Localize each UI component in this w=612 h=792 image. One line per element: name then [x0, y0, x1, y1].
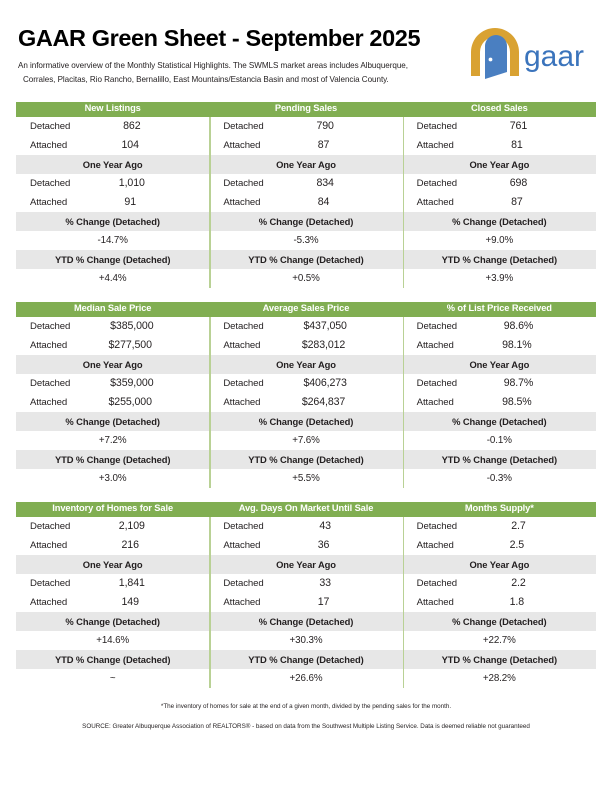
- cell-subheader: [16, 612, 209, 631]
- cell-detached-prior: [403, 574, 596, 593]
- subheader-label: One Year Ago: [276, 558, 336, 570]
- column-separator-2: [403, 317, 405, 488]
- subheader-label: % Change (Detached): [65, 415, 160, 427]
- column-separator-1: [209, 317, 211, 488]
- cell-detached-prior: [209, 374, 402, 393]
- row-value: 834: [316, 177, 334, 190]
- block-3-col-1-title: Inventory of Homes for Sale: [52, 503, 174, 514]
- row-label: Detached: [416, 577, 457, 589]
- table-row: [16, 517, 596, 536]
- ytd-pct-value: +0.5%: [292, 272, 320, 284]
- row-label: Attached: [223, 196, 261, 208]
- logo-wordmark: gaar: [524, 40, 585, 73]
- cell-detached-prior: [403, 174, 596, 193]
- row-value: $406,273: [303, 377, 347, 390]
- cell-subheader: [403, 450, 596, 469]
- subheader-row-one-year-ago: [16, 155, 596, 174]
- stats-block-3: [16, 502, 596, 688]
- cell-attached-current: [403, 336, 596, 355]
- row-value: 17: [317, 596, 330, 609]
- row-value: 33: [319, 577, 331, 590]
- pct-value: +30.3%: [289, 634, 323, 646]
- block-2-col-1-title: Median Sale Price: [73, 303, 152, 314]
- row-label: Attached: [223, 339, 261, 351]
- cell-attached-current: [209, 336, 402, 355]
- ytd-pct-value: +3.0%: [98, 472, 127, 484]
- row-label: Attached: [30, 196, 68, 208]
- cell-subheader: [403, 412, 596, 431]
- cell-ytd-pct-change: [403, 269, 596, 288]
- block-1-col-3-title: Closed Sales: [470, 103, 528, 114]
- table-row: [16, 193, 596, 212]
- cell-subheader: [16, 212, 209, 231]
- subheader-row-one-year-ago: [16, 355, 596, 374]
- cell-ytd-pct-change: [403, 669, 596, 688]
- subheader-label: % Change (Detached): [258, 415, 354, 427]
- footnote-asterisk: *The inventory of homes for sale at the end of a given month, divided by the pending sales for the month.: [160, 702, 452, 710]
- row-label: Detached: [223, 377, 264, 389]
- row-label: Detached: [416, 377, 457, 389]
- row-value: $255,000: [108, 396, 152, 409]
- cell-pct-change: [403, 231, 596, 250]
- cell-detached-current: [16, 517, 209, 536]
- row-label: Detached: [416, 520, 457, 532]
- row-label: Attached: [416, 196, 454, 208]
- subheader-label: One Year Ago: [469, 558, 530, 570]
- logo-door-shape: [485, 35, 507, 79]
- subheader-label: % Change (Detached): [65, 615, 160, 627]
- row-label: Attached: [30, 396, 68, 408]
- cell-pct-change: [16, 631, 209, 650]
- cell-subheader: [209, 355, 402, 374]
- row-value: 2.7: [511, 520, 526, 533]
- row-value: 104: [121, 139, 139, 152]
- cell-detached-current: [403, 317, 596, 336]
- cell-ytd-pct-change: [16, 269, 209, 288]
- row-value: 2.2: [511, 577, 526, 590]
- row-label: Detached: [223, 577, 264, 589]
- cell-pct-change: [403, 431, 596, 450]
- subheader-label: One Year Ago: [82, 358, 143, 370]
- row-value: $385,000: [110, 320, 154, 333]
- subheader-label: One Year Ago: [469, 358, 530, 370]
- ytd-pct-value: ~: [109, 672, 116, 684]
- block-3-col-2-title: Avg. Days On Market Until Sale: [238, 503, 374, 514]
- row-value: 790: [316, 120, 334, 133]
- row-value: 87: [317, 139, 330, 152]
- row-label: Attached: [416, 539, 454, 551]
- subheader-row-ytd-pct-change: [16, 450, 596, 469]
- ytd-pct-value: -0.3%: [486, 472, 512, 484]
- cell-pct-change: [209, 431, 402, 450]
- ytd-pct-value: +28.2%: [482, 672, 516, 684]
- cell-attached-prior: [209, 193, 402, 212]
- row-value: 761: [509, 120, 528, 133]
- pct-value: -5.3%: [293, 234, 319, 246]
- row-label: Attached: [223, 396, 261, 408]
- row-label: Attached: [223, 539, 261, 551]
- table-row-ytd-values: [16, 269, 596, 288]
- cell-detached-prior: [209, 174, 402, 193]
- table-row-ytd-values: [16, 669, 596, 688]
- subheader-label: % Change (Detached): [65, 215, 160, 227]
- block-3-col-3-title: Months Supply*: [464, 503, 534, 514]
- cell-ytd-pct-change: [209, 669, 402, 688]
- cell-pct-change: [16, 431, 209, 450]
- ytd-pct-value: +3.9%: [485, 272, 514, 284]
- cell-detached-current: [403, 117, 596, 136]
- cell-subheader: [209, 450, 402, 469]
- document-header: [0, 0, 612, 91]
- subheader-label: YTD % Change (Detached): [441, 253, 558, 265]
- block-1-rows: [16, 117, 596, 288]
- column-separator-2: [403, 117, 405, 288]
- cell-attached-prior: [16, 593, 209, 612]
- row-label: Detached: [30, 577, 71, 589]
- cell-ytd-pct-change: [16, 469, 209, 488]
- row-value: 98.1%: [502, 339, 532, 352]
- cell-detached-current: [16, 117, 209, 136]
- cell-subheader: [16, 250, 209, 269]
- table-row: [16, 574, 596, 593]
- cell-detached-current: [209, 117, 402, 136]
- block-3-rows: [16, 517, 596, 688]
- subheader-row-pct-change: [16, 612, 596, 631]
- cell-attached-current: [403, 136, 596, 155]
- table-row: [16, 536, 596, 555]
- pct-value: +7.2%: [98, 434, 127, 446]
- cell-attached-prior: [403, 593, 596, 612]
- subheader-label: One Year Ago: [276, 158, 336, 170]
- cell-subheader: [403, 212, 596, 231]
- cell-subheader: [403, 555, 596, 574]
- table-row: [16, 136, 596, 155]
- row-label: Attached: [416, 339, 454, 351]
- row-value: 149: [121, 596, 139, 609]
- table-row: [16, 117, 596, 136]
- cell-detached-prior: [403, 374, 596, 393]
- cell-detached-current: [403, 517, 596, 536]
- row-value: 1,010: [118, 177, 145, 190]
- cell-attached-current: [16, 336, 209, 355]
- row-value: 81: [511, 139, 523, 152]
- cell-subheader: [209, 155, 402, 174]
- table-row: [16, 374, 596, 393]
- cell-attached-prior: [403, 393, 596, 412]
- cell-attached-prior: [403, 193, 596, 212]
- row-value: 98.7%: [503, 377, 534, 390]
- row-value: 862: [123, 120, 141, 133]
- cell-detached-prior: [16, 374, 209, 393]
- row-label: Detached: [223, 120, 264, 132]
- table-row: [16, 336, 596, 355]
- block-2-col-2-title: Average Sales Price: [262, 303, 350, 314]
- row-value: 91: [124, 196, 136, 209]
- cell-subheader: [403, 355, 596, 374]
- cell-subheader: [16, 650, 209, 669]
- row-value: 98.6%: [503, 320, 534, 333]
- page-title: GAAR Green Sheet - September 2025: [18, 25, 421, 51]
- cell-attached-prior: [209, 393, 402, 412]
- cell-attached-current: [209, 136, 402, 155]
- row-label: Attached: [223, 139, 261, 151]
- row-label: Attached: [30, 596, 68, 608]
- row-label: Detached: [223, 320, 264, 332]
- row-label: Detached: [30, 177, 71, 189]
- pct-value: -14.7%: [97, 234, 128, 246]
- column-separator-2: [403, 517, 405, 688]
- subheader-row-one-year-ago: [16, 555, 596, 574]
- row-label: Attached: [30, 139, 68, 151]
- table-row: [16, 174, 596, 193]
- cell-subheader: [209, 250, 402, 269]
- row-value: 1,841: [118, 577, 145, 590]
- gaar-logo-svg: [464, 24, 596, 82]
- table-row-ytd-values: [16, 469, 596, 488]
- header-text-group: [18, 26, 464, 91]
- ytd-pct-value: +26.6%: [289, 672, 323, 684]
- cell-subheader: [16, 555, 209, 574]
- cell-detached-current: [209, 517, 402, 536]
- subheader-row-pct-change: [16, 212, 596, 231]
- block-1-col-2-title: Pending Sales: [274, 103, 338, 114]
- logo-doorknob-icon: [489, 58, 493, 62]
- cell-subheader: [403, 155, 596, 174]
- block-2-header-bar: [16, 302, 596, 317]
- row-label: Detached: [416, 120, 457, 132]
- subheader-label: % Change (Detached): [452, 615, 547, 627]
- cell-pct-change: [209, 231, 402, 250]
- cell-ytd-pct-change: [403, 469, 596, 488]
- subheader-row-pct-change: [16, 412, 596, 431]
- cell-attached-prior: [209, 593, 402, 612]
- cell-pct-change: [16, 231, 209, 250]
- cell-pct-change: [209, 631, 402, 650]
- row-value: 1.8: [509, 596, 525, 609]
- block-3-header-bar: [16, 502, 596, 517]
- cell-detached-current: [16, 317, 209, 336]
- cell-attached-current: [403, 536, 596, 555]
- ytd-pct-value: +4.4%: [98, 272, 127, 284]
- row-label: Detached: [30, 120, 71, 132]
- row-label: Detached: [223, 520, 264, 532]
- subheader-row-ytd-pct-change: [16, 250, 596, 269]
- cell-subheader: [209, 650, 402, 669]
- subtitle-line-1: An informative overview of the Monthly Statistical Highlights. The SWMLS market areas includes Albuquerque,: [18, 60, 408, 70]
- cell-attached-prior: [16, 193, 209, 212]
- row-value: 698: [509, 177, 528, 190]
- cell-detached-prior: [209, 574, 402, 593]
- row-value: $283,012: [301, 339, 346, 352]
- cell-subheader: [16, 355, 209, 374]
- subheader-label: % Change (Detached): [452, 415, 547, 427]
- block-1-col-1-title: New Listings: [84, 103, 141, 114]
- cell-pct-change: [403, 631, 596, 650]
- row-value: 216: [121, 539, 139, 552]
- row-value: 2.5: [509, 539, 525, 552]
- cell-attached-prior: [16, 393, 209, 412]
- row-label: Attached: [223, 596, 261, 608]
- row-value: 84: [317, 196, 330, 209]
- subheader-label: YTD % Change (Detached): [248, 653, 364, 665]
- row-label: Detached: [30, 520, 71, 532]
- row-label: Attached: [416, 139, 454, 151]
- subheader-label: % Change (Detached): [258, 615, 354, 627]
- cell-subheader: [209, 555, 402, 574]
- row-label: Attached: [416, 396, 454, 408]
- table-row-pct-values: [16, 231, 596, 250]
- cell-attached-current: [209, 536, 402, 555]
- cell-detached-prior: [16, 174, 209, 193]
- table-row: [16, 317, 596, 336]
- row-value: 98.5%: [502, 396, 532, 409]
- gaar-logo: [464, 24, 596, 82]
- row-value: $277,500: [108, 339, 152, 352]
- row-value: $437,050: [303, 320, 347, 333]
- cell-subheader: [403, 650, 596, 669]
- cell-subheader: [209, 412, 402, 431]
- row-value: $359,000: [110, 377, 154, 390]
- subheader-label: YTD % Change (Detached): [54, 653, 171, 665]
- subheader-label: YTD % Change (Detached): [441, 653, 558, 665]
- row-label: Detached: [30, 377, 71, 389]
- cell-attached-current: [16, 136, 209, 155]
- stats-block-1: [16, 102, 596, 288]
- row-value: 43: [319, 520, 331, 533]
- subheader-label: One Year Ago: [82, 558, 143, 570]
- table-row: [16, 393, 596, 412]
- column-separator-1: [209, 517, 211, 688]
- subtitle-line-2: Corrales, Placitas, Rio Rancho, Bernalillo, East Mountains/Estancia Basin and most of Valencia County.: [23, 75, 389, 85]
- cell-subheader: [209, 612, 402, 631]
- table-row: [16, 593, 596, 612]
- pct-value: +14.6%: [96, 634, 130, 646]
- subheader-label: YTD % Change (Detached): [54, 253, 171, 265]
- subheader-label: One Year Ago: [82, 158, 143, 170]
- row-value: 36: [317, 539, 330, 552]
- row-label: Detached: [30, 320, 71, 332]
- pct-value: -0.1%: [486, 434, 512, 446]
- subheader-label: One Year Ago: [469, 158, 530, 170]
- cell-ytd-pct-change: [16, 669, 209, 688]
- stats-block-2: [16, 302, 596, 488]
- subheader-row-ytd-pct-change: [16, 650, 596, 669]
- subheader-label: YTD % Change (Detached): [248, 253, 364, 265]
- block-2-rows: [16, 317, 596, 488]
- row-label: Detached: [416, 320, 457, 332]
- block-1-header-bar: [16, 102, 596, 117]
- subheader-label: YTD % Change (Detached): [441, 453, 558, 465]
- row-label: Detached: [416, 177, 457, 189]
- cell-ytd-pct-change: [209, 269, 402, 288]
- footnote-source: SOURCE: Greater Albuquerque Association of REALTORS® - based on data from the Southwest Multiple Listing Service. Data is deemed reliable not guaranteed: [82, 723, 530, 731]
- row-value: $264,837: [301, 396, 346, 409]
- row-value: 87: [511, 196, 523, 209]
- cell-attached-current: [16, 536, 209, 555]
- table-row-pct-values: [16, 631, 596, 650]
- row-label: Detached: [223, 177, 264, 189]
- table-row-pct-values: [16, 431, 596, 450]
- footnotes: [0, 703, 612, 731]
- cell-subheader: [209, 212, 402, 231]
- row-label: Attached: [30, 539, 68, 551]
- column-separator-1: [209, 117, 211, 288]
- pct-value: +9.0%: [485, 234, 514, 246]
- subheader-label: One Year Ago: [276, 358, 336, 370]
- cell-subheader: [403, 250, 596, 269]
- cell-subheader: [16, 412, 209, 431]
- cell-subheader: [403, 612, 596, 631]
- row-label: Attached: [30, 339, 68, 351]
- cell-ytd-pct-change: [209, 469, 402, 488]
- subheader-label: % Change (Detached): [452, 215, 547, 227]
- ytd-pct-value: +5.5%: [292, 472, 320, 484]
- subheader-label: % Change (Detached): [258, 215, 354, 227]
- cell-detached-prior: [16, 574, 209, 593]
- subheader-label: YTD % Change (Detached): [54, 453, 171, 465]
- cell-subheader: [16, 450, 209, 469]
- row-value: 2,109: [118, 520, 145, 533]
- pct-value: +22.7%: [482, 634, 516, 646]
- cell-detached-current: [209, 317, 402, 336]
- cell-subheader: [16, 155, 209, 174]
- pct-value: +7.6%: [292, 434, 320, 446]
- row-label: Attached: [416, 596, 454, 608]
- subheader-label: YTD % Change (Detached): [248, 453, 364, 465]
- block-2-col-3-title: % of List Price Received: [446, 303, 552, 314]
